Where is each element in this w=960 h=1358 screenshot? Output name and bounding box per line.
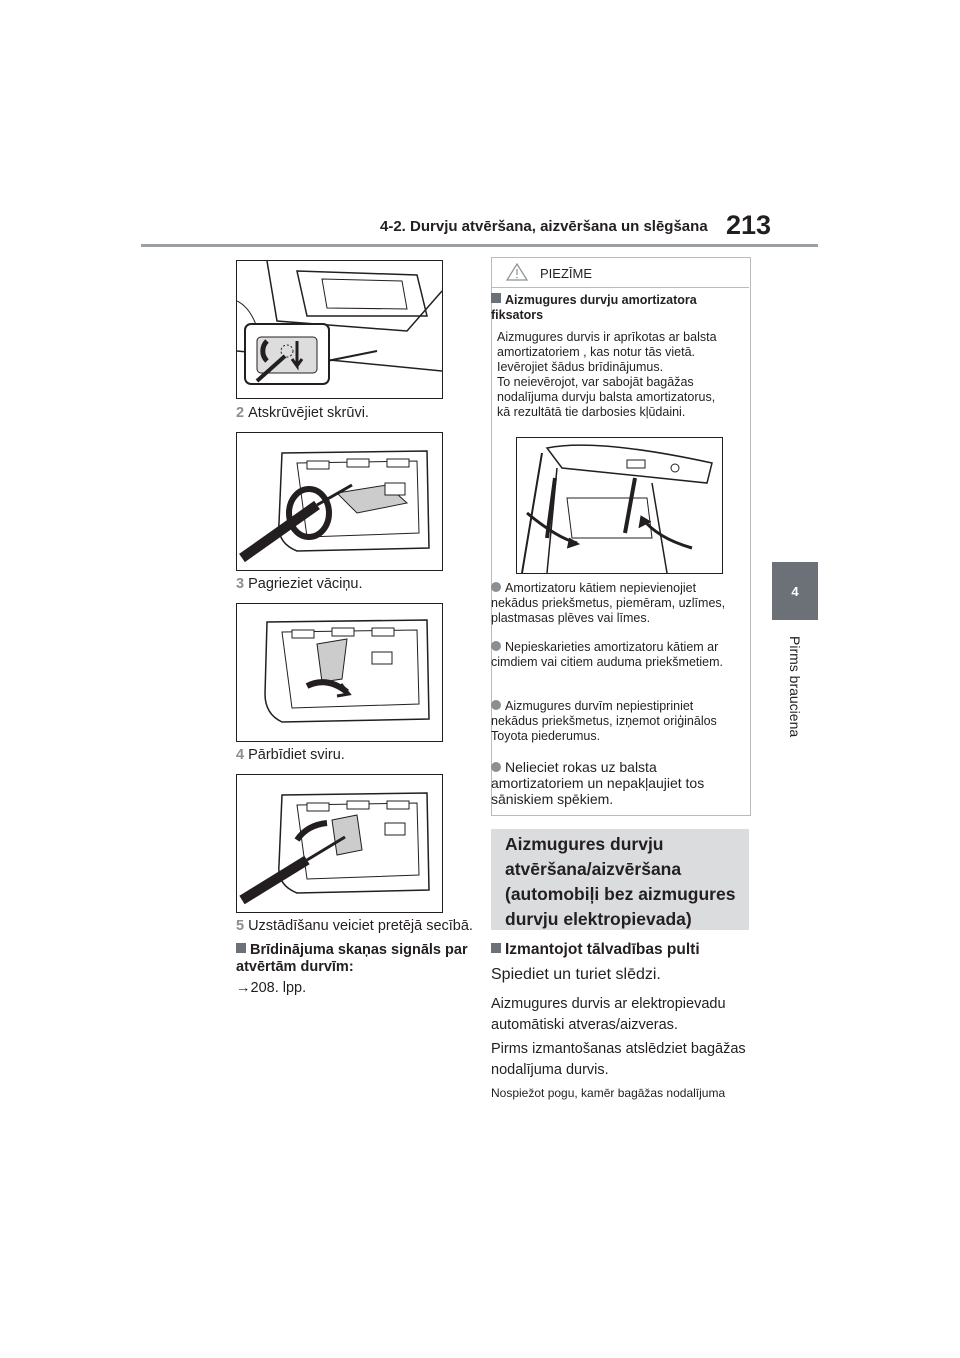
note-line: amortizatoriem , kas notur tās vietā. [497,345,695,359]
note-line: To neievērojot, var sabojāt bagāžas [497,375,694,389]
remote-subheading [491,941,700,958]
remote-subheading-text: Izmantojot tālvadības pulti [505,941,700,958]
illustration-tailgate-cover [236,260,443,399]
square-bullet-icon [491,293,501,303]
bullet-dot-icon [491,582,501,592]
note-bullet [491,581,743,626]
alarm-subsection-heading [236,942,476,976]
paragraph-line: automātiski atveras/aizveras. [491,1017,678,1033]
section-heading-line: Aizmugures durvju [505,834,664,854]
alarm-subsection-text: Brīdinājuma skaņas signāls par atvērtām durvīm: [236,942,468,975]
note-bullet-text: Amortizatoru kātiem nepievienojiet nekādus priekšmetus, piemēram, uzlīmes, plastmasas plēves vai līmes. [491,581,726,625]
note-line: nodalījuma durvju balsta amortizatorus, [497,390,716,404]
section-heading-line: (automobiļi bez aizmugures [505,884,736,904]
step-text: Atskrūvējiet skrūvi. [248,405,369,421]
square-bullet-icon [236,943,246,953]
step-number: 2 [236,405,245,421]
note-bullet [491,640,743,670]
note-divider [491,287,749,288]
bullet-dot-icon [491,641,501,651]
page-reference: →208. lpp. [236,980,307,996]
note-body [497,330,741,420]
illustration-gas-struts [516,437,723,574]
step-3 [236,576,363,592]
paragraph [491,1039,746,1081]
note-bullet [491,699,743,744]
note-subheading-text: Aizmugures durvju amortizatora fiksators [491,293,697,322]
chapter-label [783,636,807,766]
step-number: 4 [236,747,245,763]
warning-triangle-icon [505,262,529,282]
note-title: PIEZĪME [540,266,593,281]
section-title: 4-2. Durvju atvēršana, aizvēršana un slēgšana [380,218,708,235]
lead-text: Spiediet un turiet slēdzi. [491,966,661,983]
note-line: Ievērojiet šādus brīdinājumus. [497,360,664,374]
section-heading [505,832,745,932]
step-number: 3 [236,576,245,592]
header-divider [141,244,818,247]
note-bullet [491,759,743,807]
step-2 [236,405,369,421]
chapter-label-text: Pirms brauciena [787,636,803,738]
paragraph-line: nodalījuma durvis. [491,1062,609,1078]
step-text: Uzstādīšanu veiciet pretējā secībā. [248,918,473,934]
section-heading-line: durvju elektropievada) [505,909,692,929]
paragraph-line: Aizmugures durvis ar elektropievadu [491,996,726,1012]
bullet-dot-icon [491,700,501,710]
paragraph [491,994,726,1036]
step-4 [236,747,345,763]
illustration-rotate-cap [236,603,443,742]
page-number: 213 [726,210,772,240]
note-bullet-text: Nelieciet rokas uz balsta amortizatoriem un nepakļaujiet tos sāniskiem spēkiem. [491,759,705,807]
chapter-tab: 4 [772,562,818,620]
illustration-unscrew-screw [236,432,443,571]
paragraph-line: Pirms izmantošanas atslēdziet bagāžas [491,1041,746,1057]
square-bullet-icon [491,943,501,953]
illustration-slide-lever [236,774,443,913]
section-heading-line: atvēršana/aizvēršana [505,859,682,879]
note-subheading [491,293,741,323]
cut-off-line: Nospiežot pogu, kamēr bagāžas nodalījuma [491,1086,726,1100]
step-text: Pagrieziet vāciņu. [248,576,363,592]
bullet-dot-icon [491,762,501,772]
note-line: Aizmugures durvis ir aprīkotas ar balsta [497,330,717,344]
note-bullet-text: Nepieskarieties amortizatoru kātiem ar cimdiem vai citiem auduma priekšmetiem. [491,640,724,669]
note-line: kā rezultātā tie darbosies kļūdaini. [497,405,686,419]
step-5 [236,918,473,934]
step-number: 5 [236,918,245,934]
note-bullet-text: Aizmugures durvīm nepiestipriniet nekādus priekšmetus, izņemot oriģinālos Toyota piederumus. [491,699,717,743]
step-text: Pārbīdiet sviru. [248,747,345,763]
